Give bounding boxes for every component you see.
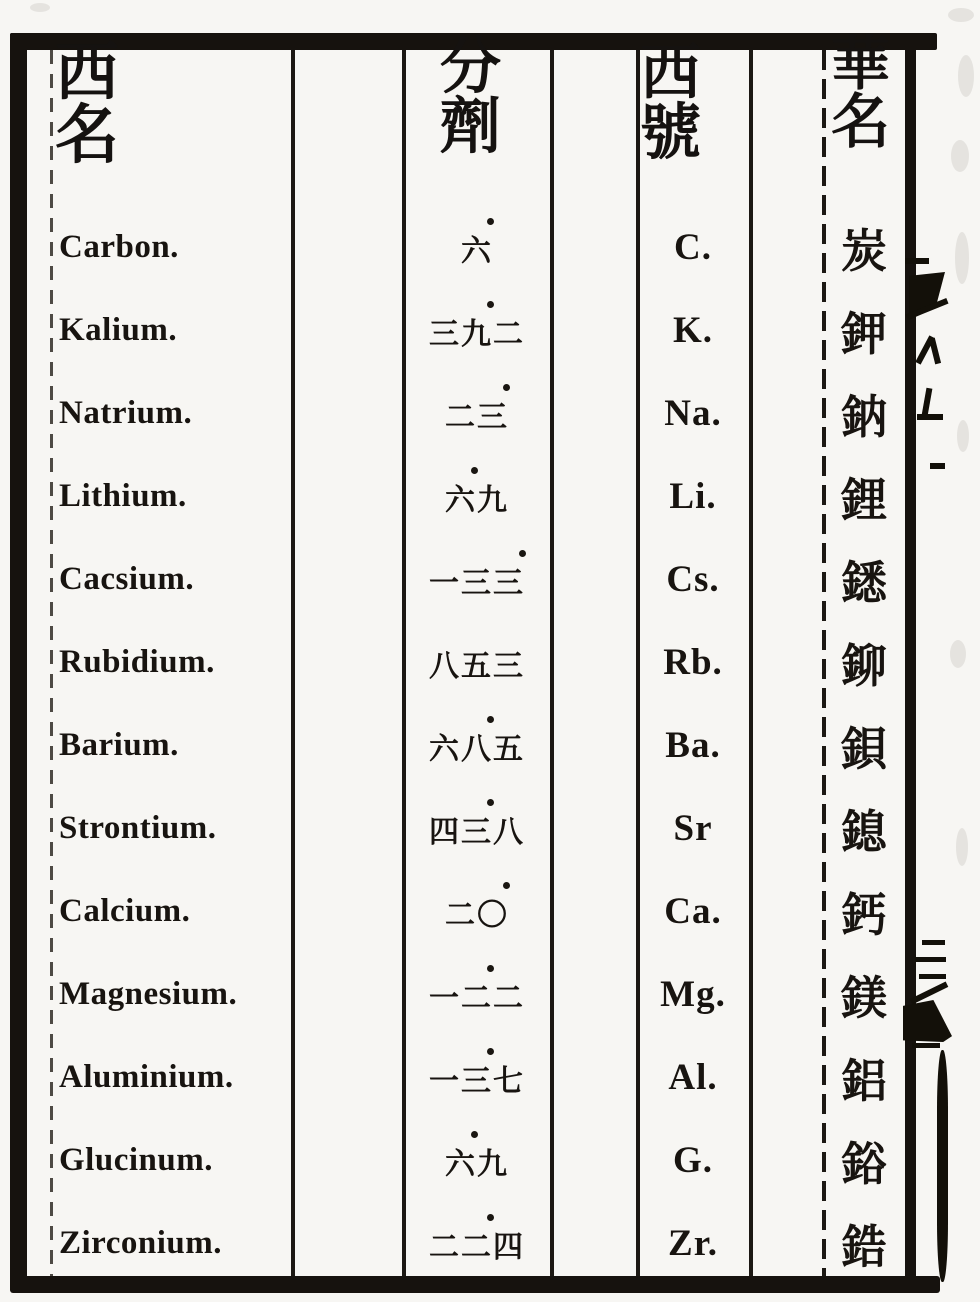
numeral-char: 三 xyxy=(461,1056,493,1100)
cell-western-symbol-8: Ca. xyxy=(664,891,722,932)
table-border-right xyxy=(905,40,916,1278)
numeral-char: 五 xyxy=(461,649,493,683)
numeral-char: 一 xyxy=(429,1064,461,1098)
cell-western-name-11: Glucinum. xyxy=(59,1142,213,1178)
numeral-char: 二 xyxy=(461,973,493,1017)
cell-western-symbol-10: Al. xyxy=(668,1057,718,1098)
cell-western-name-12: Zirconium. xyxy=(59,1225,222,1261)
numeral-char: 八 xyxy=(461,724,493,768)
bleedthrough-smudge xyxy=(957,420,969,452)
ink-dash-1 xyxy=(922,940,945,945)
bleedthrough-smudge xyxy=(958,55,974,97)
cell-proportion-1 xyxy=(404,289,550,372)
numeral-char: 七 xyxy=(493,1064,525,1098)
character-fragment-stroke-2 xyxy=(929,338,941,365)
header-western-name: 西名 xyxy=(55,37,119,171)
cell-western-symbol-7: Sr xyxy=(673,808,713,849)
cell-proportion-4 xyxy=(404,538,550,621)
table-border-left xyxy=(10,33,27,1291)
numeral-char: 九 xyxy=(461,309,493,353)
numeral-char: 二 xyxy=(493,981,525,1015)
cell-chinese-name-10: 鋁 xyxy=(841,1055,887,1107)
numeral-char: 一 xyxy=(429,981,461,1015)
numeral-char: 三 xyxy=(461,566,493,600)
numeral-char: 三 xyxy=(477,392,509,436)
cell-proportion-9 xyxy=(404,953,550,1036)
numeral-char: 三 xyxy=(493,558,525,602)
cell-western-name-0: Carbon. xyxy=(59,229,179,265)
cell-western-symbol-3: Li. xyxy=(669,476,717,517)
cell-western-symbol-12: Zr. xyxy=(668,1223,718,1264)
cell-western-symbol-9: Mg. xyxy=(660,974,726,1015)
cell-chinese-name-11: 鋊 xyxy=(841,1138,887,1190)
cell-proportion-3 xyxy=(404,455,550,538)
ink-dash-small xyxy=(930,463,945,469)
ink-tick-mark xyxy=(905,258,929,264)
column-proportions xyxy=(404,206,550,1285)
column-rule-1 xyxy=(291,50,295,1276)
cell-proportion-2 xyxy=(404,372,550,455)
cell-western-name-7: Strontium. xyxy=(59,810,217,846)
numeral-char: 四 xyxy=(429,815,461,849)
cell-western-symbol-2: Na. xyxy=(664,393,722,434)
numeral-char: 九 xyxy=(477,1147,509,1181)
character-fragment-stroke-3 xyxy=(922,388,933,417)
cell-proportion-7 xyxy=(404,787,550,870)
numeral-char: 三 xyxy=(429,317,461,351)
cell-chinese-name-5: 鉚 xyxy=(841,640,887,692)
column-rule-3 xyxy=(550,50,554,1276)
numeral-char: 四 xyxy=(493,1230,525,1264)
numeral-char: 六 xyxy=(445,1139,477,1183)
cell-chinese-name-4: 鏭 xyxy=(841,557,887,609)
ink-blot-triangle-bottom xyxy=(903,1000,952,1042)
numeral-char: 八 xyxy=(429,649,461,683)
cell-western-name-3: Lithium. xyxy=(59,478,187,514)
cell-proportion-8 xyxy=(404,870,550,953)
page-edge-shadow xyxy=(937,1050,948,1282)
cell-chinese-name-0: 炭 xyxy=(841,225,887,277)
cell-western-symbol-4: Cs. xyxy=(666,559,720,600)
cell-western-symbol-6: Ba. xyxy=(665,725,721,766)
cell-proportion-10 xyxy=(404,1036,550,1119)
cell-western-symbol-1: K. xyxy=(672,310,714,351)
cell-chinese-name-3: 鋰 xyxy=(841,474,887,526)
bleedthrough-smudge xyxy=(948,8,974,22)
cell-western-name-10: Aluminium. xyxy=(59,1059,234,1095)
cell-chinese-name-2: 鈉 xyxy=(841,391,887,443)
numeral-char: 三 xyxy=(461,807,493,851)
cell-proportion-11 xyxy=(404,1119,550,1202)
cell-chinese-name-8: 鈣 xyxy=(841,889,887,941)
column-rule-5 xyxy=(749,50,753,1276)
cell-western-name-2: Natrium. xyxy=(59,395,193,431)
cell-chinese-name-6: 鋇 xyxy=(841,723,887,775)
numeral-char: 六 xyxy=(445,475,477,519)
bleedthrough-smudge xyxy=(955,232,969,284)
cell-western-name-8: Calcium. xyxy=(59,893,191,929)
bleedthrough-smudge xyxy=(30,3,50,12)
cell-proportion-6 xyxy=(404,704,550,787)
cell-western-name-6: Barium. xyxy=(59,727,179,763)
bleedthrough-smudge xyxy=(956,828,968,866)
bleedthrough-smudge xyxy=(950,640,966,668)
cell-western-symbol-11: G. xyxy=(672,1140,714,1181)
column-western-names xyxy=(45,206,287,1285)
cell-western-symbol-5: Rb. xyxy=(663,642,723,683)
numeral-char: 二 xyxy=(461,1222,493,1266)
cell-chinese-name-7: 鎴 xyxy=(841,806,887,858)
cell-chinese-name-9: 鎂 xyxy=(841,972,887,1024)
character-fragment-base xyxy=(917,414,943,420)
cell-western-name-5: Rubidium. xyxy=(59,644,215,680)
cell-western-name-1: Kalium. xyxy=(59,312,178,348)
column-chinese-names xyxy=(824,206,904,1285)
cell-western-symbol-0: C. xyxy=(674,227,712,268)
numeral-char: 六 xyxy=(429,732,461,766)
numeral-char: 二 xyxy=(493,317,525,351)
numeral-char: 〇 xyxy=(477,890,509,934)
cell-proportion-12 xyxy=(404,1202,550,1285)
cell-western-name-4: Cacsium. xyxy=(59,561,195,597)
cell-proportion-5 xyxy=(404,621,550,704)
cell-western-name-9: Magnesium. xyxy=(59,976,238,1012)
bleedthrough-smudge xyxy=(951,140,969,172)
ink-dash-3 xyxy=(919,974,946,979)
ink-tick-mark-2 xyxy=(912,1043,940,1048)
ink-dash-2 xyxy=(915,957,946,962)
cell-chinese-name-1: 鉀 xyxy=(841,308,887,360)
numeral-char: 二 xyxy=(445,898,477,932)
column-western-symbols xyxy=(638,206,748,1285)
numeral-char: 五 xyxy=(493,732,525,766)
numeral-char: 八 xyxy=(493,815,525,849)
cell-proportion-0 xyxy=(404,206,550,289)
header-western-symbol: 西號 xyxy=(640,40,702,167)
header-chinese-name: 華名 xyxy=(831,31,891,155)
numeral-char: 九 xyxy=(477,483,509,517)
cell-chinese-name-12: 鋯 xyxy=(841,1221,887,1273)
header-proportion: 分劑 xyxy=(440,34,502,161)
numeral-char: 一 xyxy=(429,566,461,600)
numeral-char: 六 xyxy=(461,226,493,270)
numeral-char: 三 xyxy=(493,649,525,683)
numeral-char: 二 xyxy=(429,1230,461,1264)
numeral-char: 二 xyxy=(445,400,477,434)
